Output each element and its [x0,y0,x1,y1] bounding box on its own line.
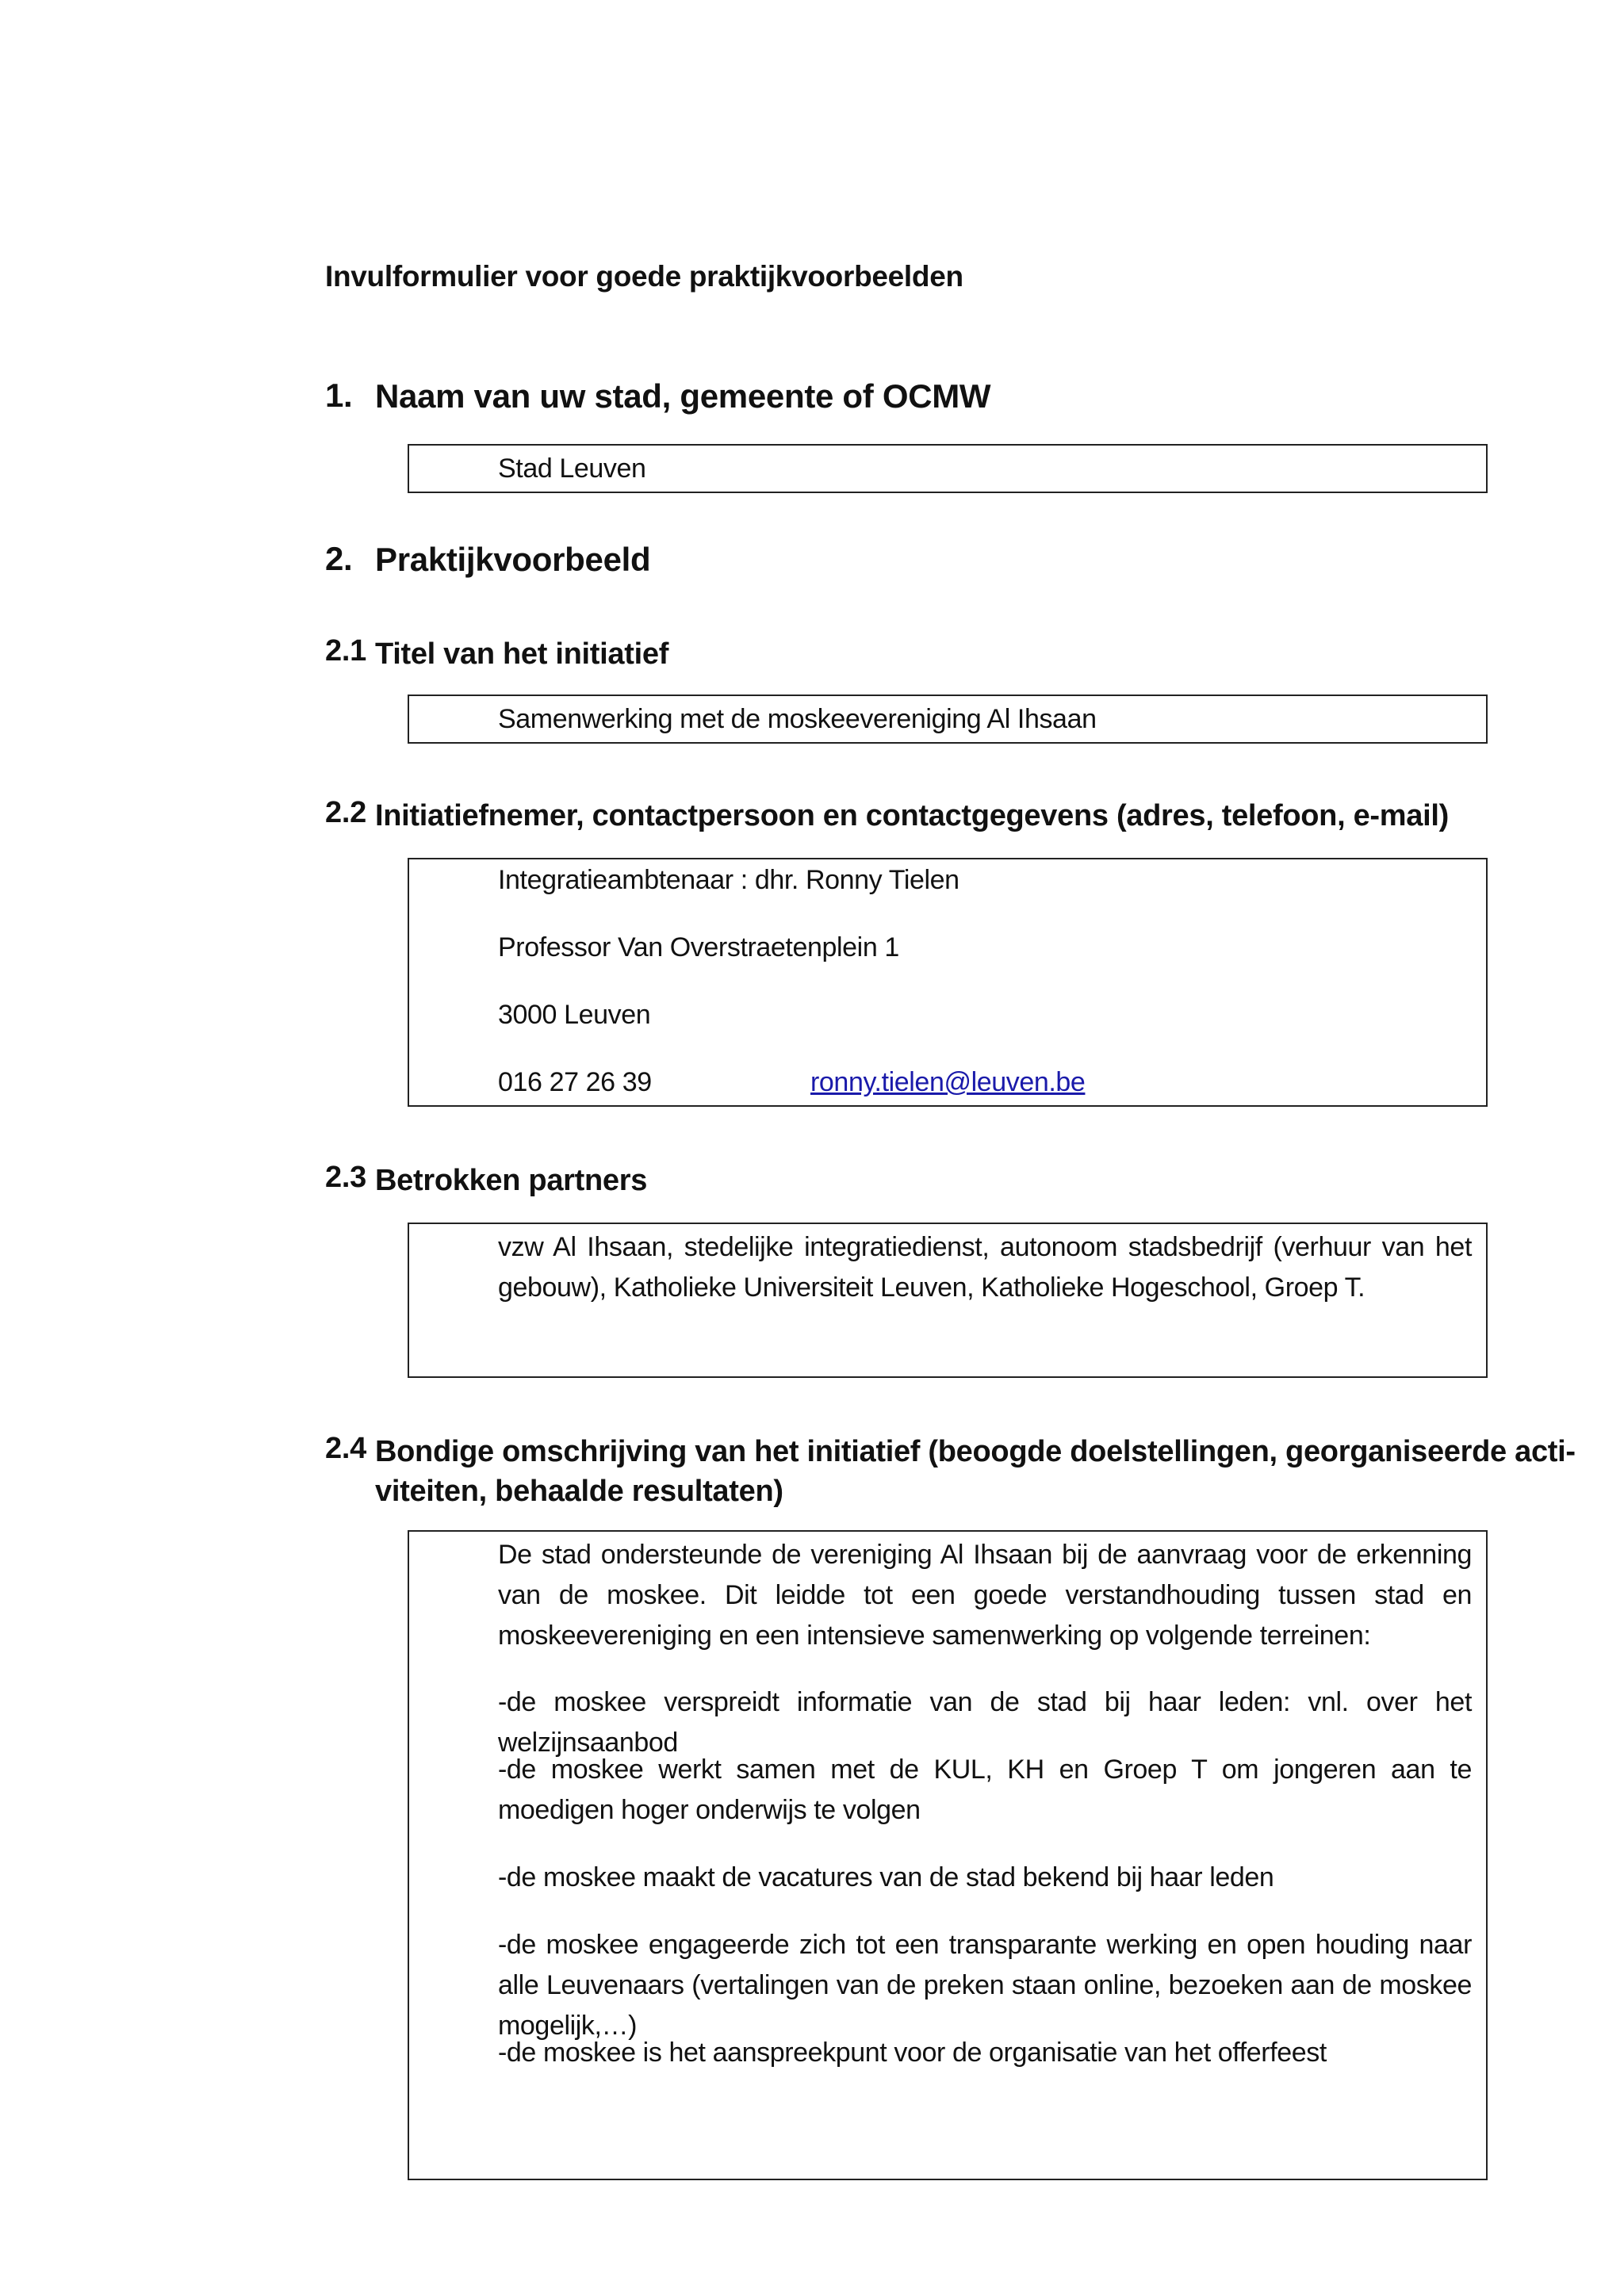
description-paragraph-4: -de moskee maakt de vacatures van de stad bekend bij haar leden [498,1862,1274,1892]
section-2-1-heading [325,634,668,674]
section-2-4-title-line-1: Bondige omschrijving van het initiatief (beoogde doelstellingen, georganiseerde acti- [375,1435,1576,1468]
section-2-2-title: Initiatiefnemer, contactpersoon en contactgegevens (adres, telefoon, e-mail) [375,799,1449,832]
contact-person: Integratieambtenaar : dhr. Ronny Tielen [498,865,959,895]
section-2-title: Praktijkvoorbeeld [375,541,651,578]
section-2-heading [325,540,650,580]
section-1-heading [325,377,990,416]
contact-city: 3000 Leuven [498,1000,651,1030]
section-2-1-number: 2.1 [325,634,366,668]
section-2-1-title: Titel van het initiatief [375,637,669,671]
section-2-4-number: 2.4 [325,1432,366,1465]
description-paragraph-6: -de moskee is het aanspreekpunt voor de organisatie van het offerfeest [498,2038,1327,2068]
description-paragraph-2: -de moskee verspreidt informatie van de stad bij haar leden: vnl. over het welzijnsaanbod [498,1687,1472,1758]
section-1-title: Naam van uw stad, gemeente of OCMW [375,377,991,415]
description-paragraph-5: -de moskee engageerde zich tot een transparante werking en open houding naar alle Leuvenaars (vertalingen van de preken staan online, bezoeken aan de moskee mogelijk,…) [498,1930,1472,2041]
section-2-4-title-line-2: viteiten, behaalde resultaten) [375,1475,783,1508]
municipality-value: Stad Leuven [498,453,646,484]
municipality-field[interactable] [408,444,1488,493]
contact-email-link[interactable]: ronny.tielen@leuven.be [810,1067,1086,1097]
section-2-3-title: Betrokken partners [375,1164,648,1197]
partners-field[interactable] [408,1223,1488,1378]
description-field[interactable] [408,1530,1488,2180]
contact-street: Professor Van Overstraetenplein 1 [498,932,899,962]
contact-phone: 016 27 26 39 [498,1067,652,1097]
partners-value: vzw Al Ihsaan, stedelijke integratiedienst, autonoom stadsbedrijf (verhuur van het gebouw), Katholieke Universiteit Leuven, Katholieke Hogeschool, Groep T. [498,1232,1472,1303]
section-2-number: 2. [325,540,353,577]
initiative-title-field[interactable] [408,695,1488,744]
initiative-title-value: Samenwerking met de moskeevereniging Al Ihsaan [498,704,1097,734]
document-title: Invulformulier voor goede praktijkvoorbeelden [325,260,963,293]
section-1-number: 1. [325,377,353,414]
description-paragraph-3: -de moskee werkt samen met de KUL, KH en Groep T om jongeren aan te moedigen hoger onderwijs te volgen [498,1755,1472,1825]
section-2-3-heading [325,1161,647,1200]
contact-details-field[interactable] [408,858,1488,1107]
section-2-3-number: 2.3 [325,1161,366,1194]
section-2-4-title [375,1432,1576,1511]
description-paragraph-1: De stad ondersteunde de vereniging Al Ihsaan bij de aanvraag voor de erkenning van de moskee. Dit leidde tot een goede verstandhouding tussen stad en moskeevereniging en een intensieve samenwerking op volgende terreinen: [498,1540,1472,1651]
section-2-2-heading [325,796,1449,836]
section-2-4-heading [325,1432,1576,1511]
section-2-2-number: 2.2 [325,796,366,829]
